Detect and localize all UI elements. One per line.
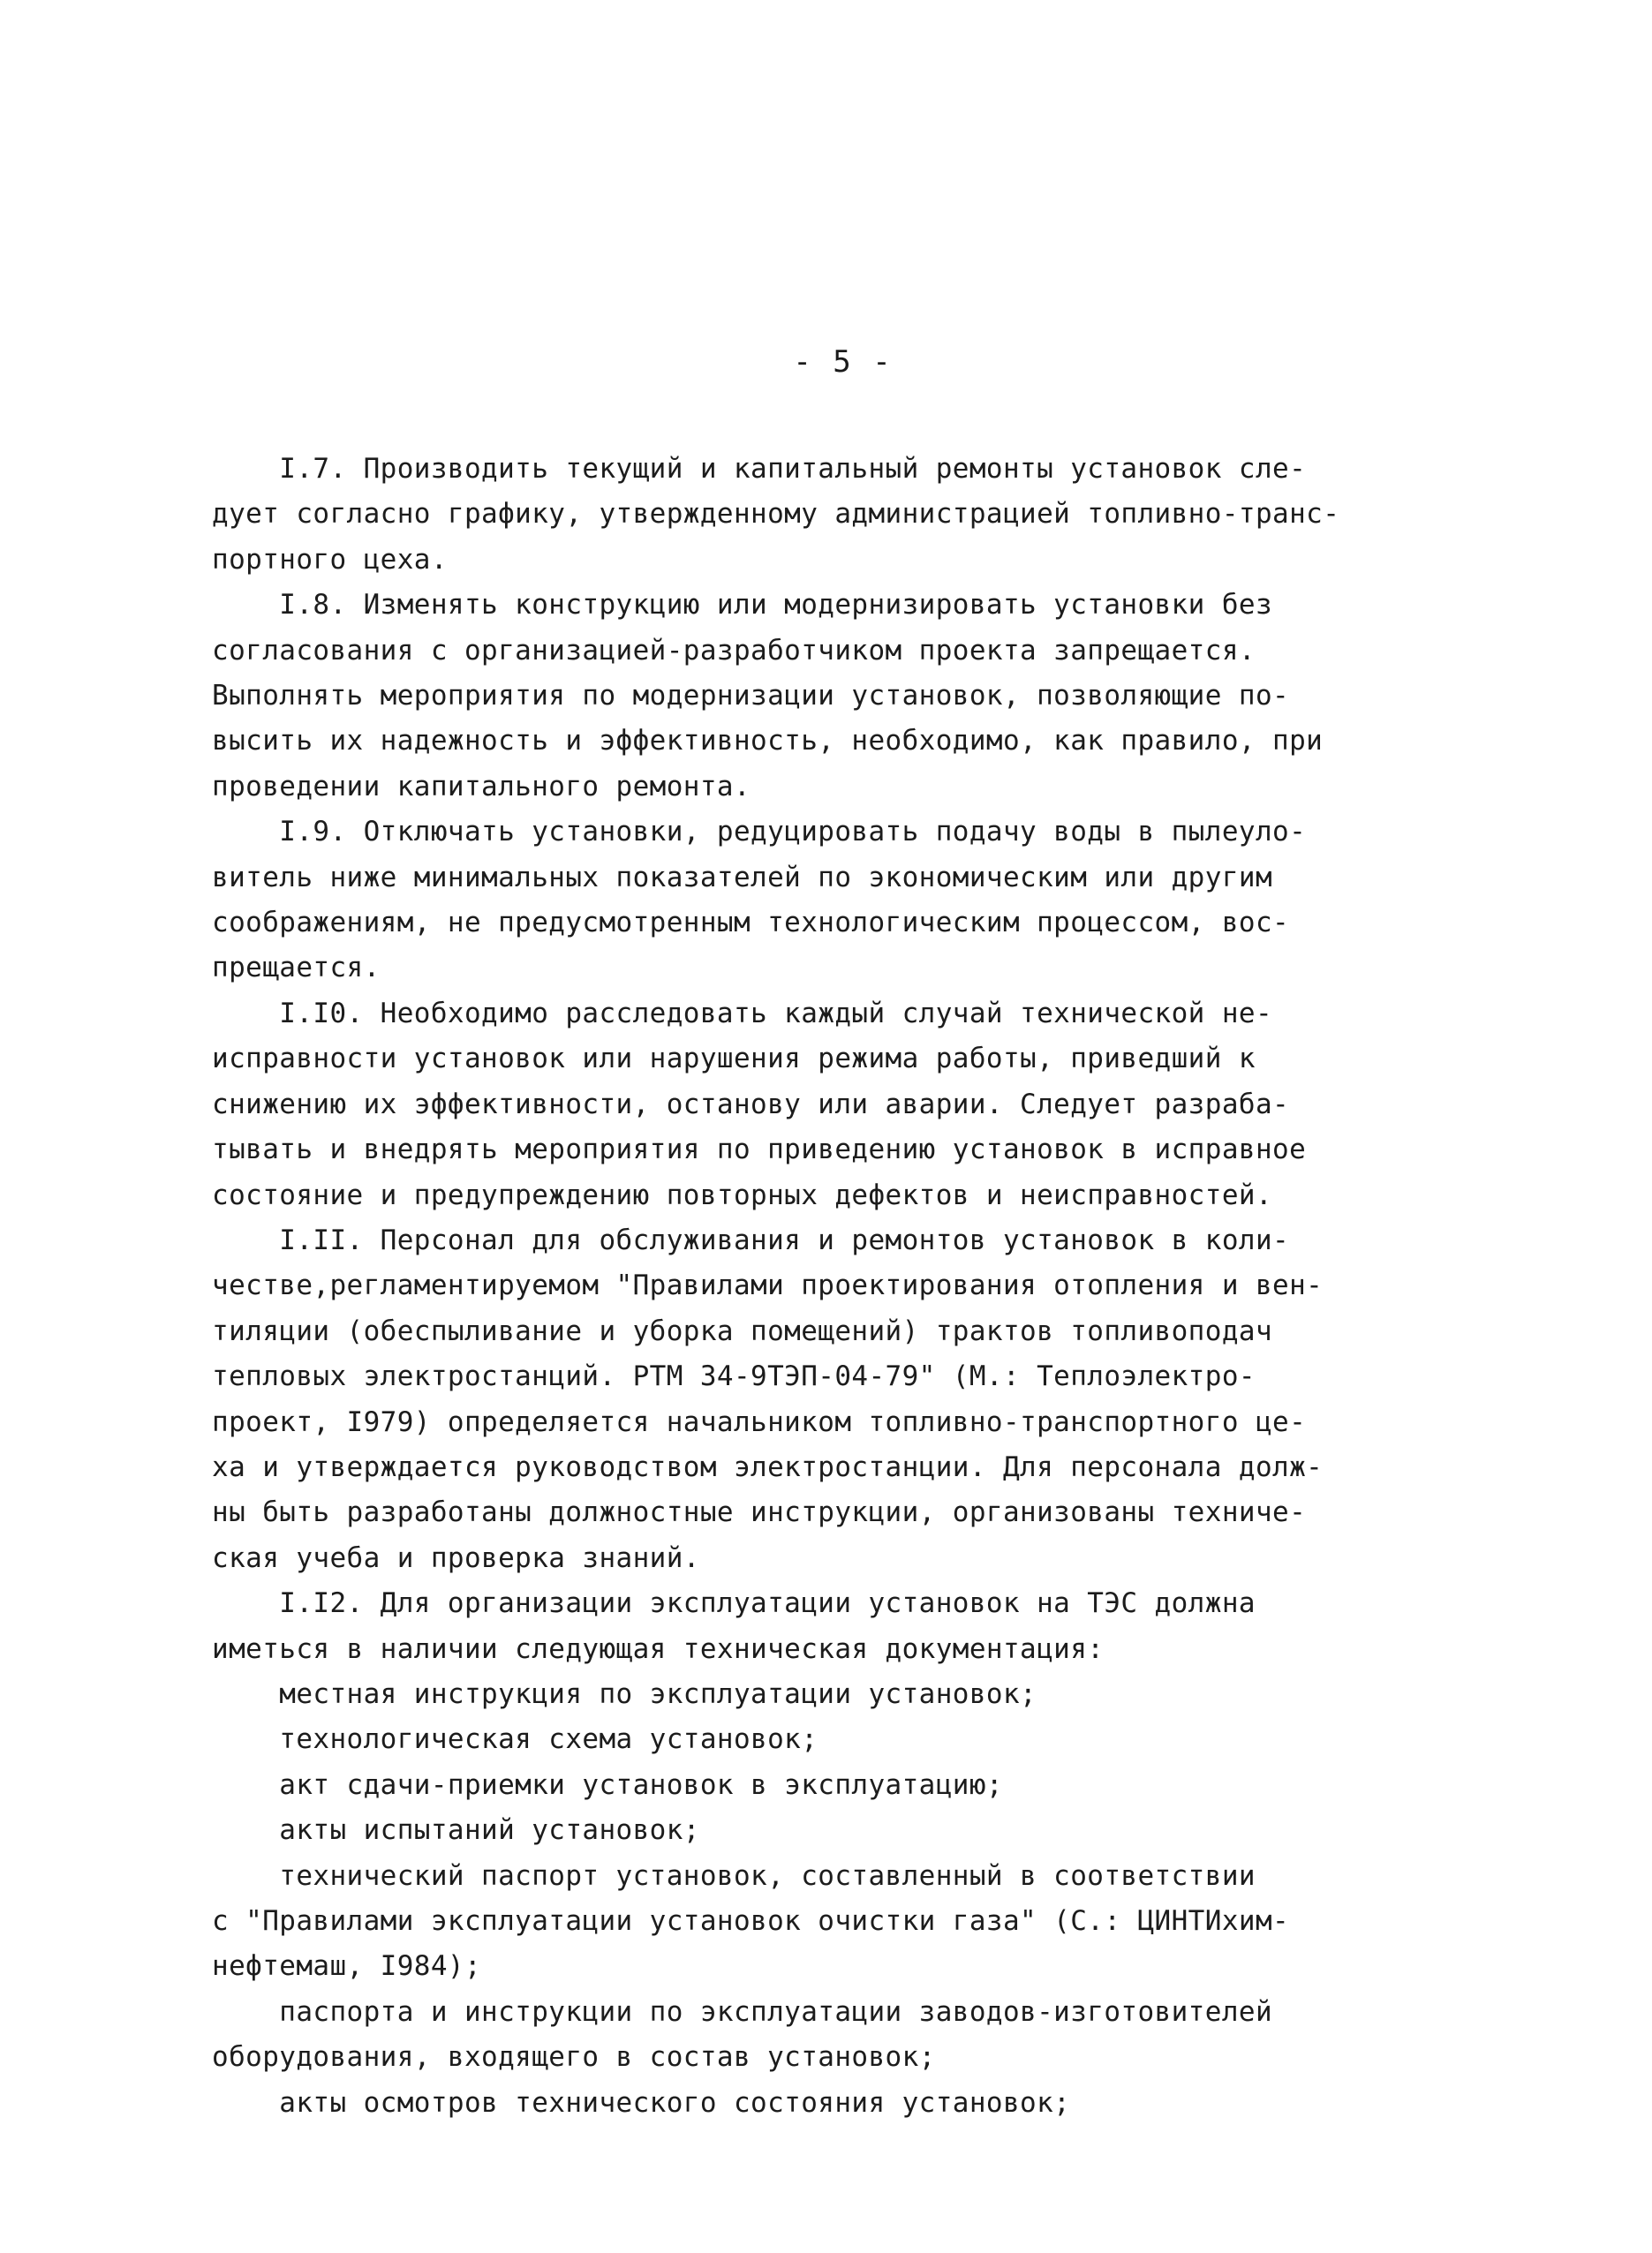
text-line: технический паспорт установок, составленный в соответствии [212, 1859, 1256, 1892]
text-line: нефтемаш, I984); [212, 1950, 482, 1983]
page-number: - 5 - [793, 344, 893, 380]
text-line: исправности установок или нарушения режима работы, приведший к [212, 1043, 1256, 1075]
text-line: тиляции (обеспыливание и уборка помещений) трактов топливоподач [212, 1315, 1273, 1347]
text-line: акты испытаний установок; [212, 1814, 700, 1847]
text-line: I.I2. Для организации эксплуатации установок на ТЭС должна [212, 1587, 1256, 1620]
text-line: местная инструкция по эксплуатации установок; [212, 1677, 1037, 1710]
text-line: проведении капитального ремонта. [212, 770, 751, 802]
text-line: честве,регламентируемом "Правилами проектирования отопления и вен- [212, 1270, 1324, 1302]
text-line: состояние и предупреждению повторных дефектов и неисправностей. [212, 1179, 1273, 1211]
text-line: дует согласно графику, утвержденному администрацией топливно-транс- [212, 498, 1340, 531]
text-line: портного цеха. [212, 543, 448, 576]
text-line: ха и утверждается руководством электростанции. Для персонала долж- [212, 1451, 1324, 1483]
text-line: оборудования, входящего в состав установок; [212, 2041, 936, 2074]
text-line: акт сдачи-приемки установок в эксплуатацию; [212, 1768, 1003, 1801]
text-line: I.II. Персонал для обслуживания и ремонтов установок в коли- [212, 1224, 1290, 1256]
text-line: I.8. Изменять конструкцию или модернизировать установки без [212, 589, 1273, 622]
text-line: тепловых электростанций. РТМ 34-9ТЭП-04-79" (М.: Теплоэлектро- [212, 1360, 1256, 1393]
text-line: акты осмотров технического состояния установок; [212, 2086, 1071, 2119]
text-line: снижению их эффективности, останову или аварии. Следует разраба- [212, 1088, 1290, 1120]
text-line: технологическая схема установок; [212, 1723, 818, 1756]
text-line: ны быть разработаны должностные инструкции, организованы техниче- [212, 1496, 1307, 1529]
text-line: ская учеба и проверка знаний. [212, 1541, 700, 1574]
text-line: соображениям, не предусмотренным технологическим процессом, вос- [212, 907, 1290, 939]
text-line: проект, I979) определяется начальником топливно-транспортного це- [212, 1405, 1307, 1438]
document-body [212, 447, 1448, 2126]
text-line: согласования с организацией-разработчиком проекта запрещается. [212, 634, 1256, 667]
text-line: прещается. [212, 952, 381, 984]
text-line: витель ниже минимальных показателей по экономическим или другим [212, 861, 1273, 893]
text-line: I.9. Отключать установки, редуцировать подачу воды в пылеуло- [212, 816, 1307, 848]
text-line: высить их надежность и эффективность, необходимо, как правило, при [212, 725, 1324, 757]
text-line: I.7. Производить текущий и капитальный ремонты установок сле- [212, 453, 1307, 485]
text-line: паспорта и инструкции по эксплуатации заводов-изготовителей [212, 1995, 1273, 2028]
text-line: с "Правилами эксплуатации установок очистки газа" (С.: ЦИНТИхим- [212, 1905, 1290, 1937]
text-line: тывать и внедрять мероприятия по приведению установок в исправное [212, 1134, 1307, 1166]
text-line: иметься в наличии следующая техническая документация: [212, 1632, 1105, 1665]
text-line: Выполнять мероприятия по модернизации установок, позволяющие по- [212, 680, 1290, 712]
text-line: I.I0. Необходимо расследовать каждый случай технической не- [212, 997, 1273, 1029]
